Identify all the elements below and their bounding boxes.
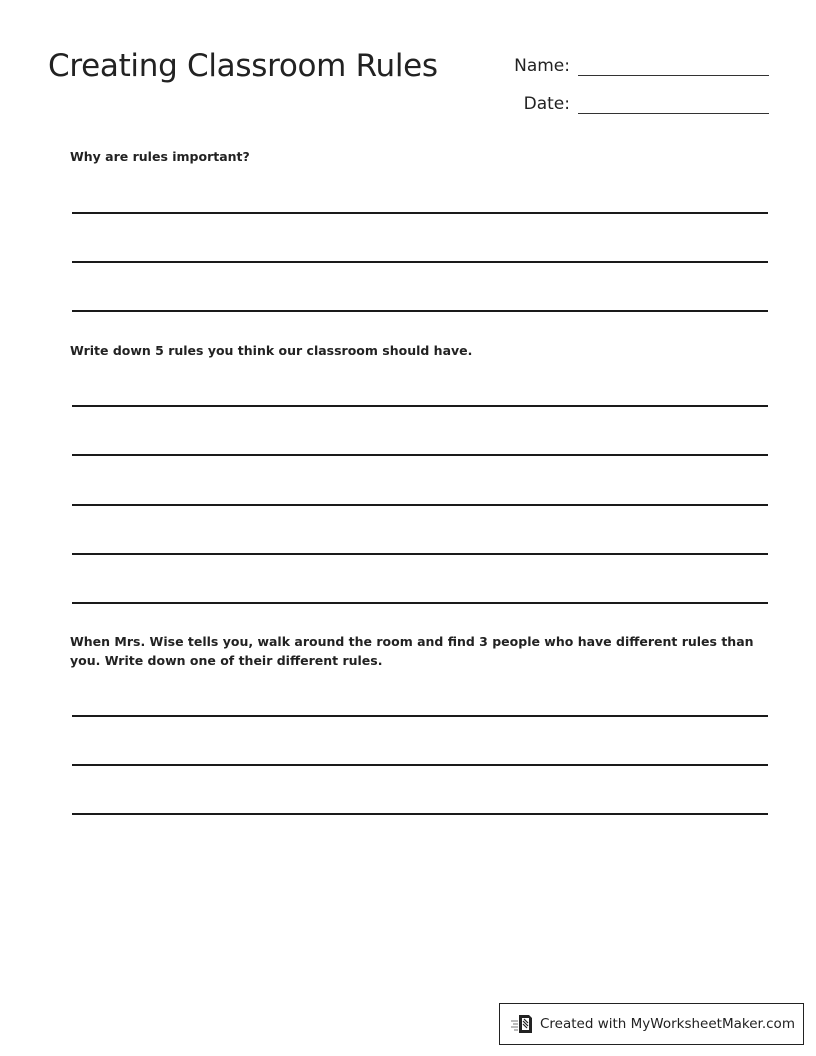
date-input-line[interactable] [578, 113, 769, 114]
answer-line[interactable] [72, 764, 768, 766]
date-label: Date: [523, 94, 570, 114]
name-label: Name: [514, 56, 570, 76]
answer-line[interactable] [72, 715, 768, 717]
answer-line[interactable] [72, 553, 768, 555]
answer-line[interactable] [72, 454, 768, 456]
answer-line[interactable] [72, 405, 768, 407]
answer-line[interactable] [72, 261, 768, 263]
worksheet-logo-icon [510, 1012, 536, 1036]
worksheet-title: Creating Classroom Rules [48, 48, 438, 84]
answer-line[interactable] [72, 602, 768, 604]
answer-line[interactable] [72, 310, 768, 312]
answer-line[interactable] [72, 212, 768, 214]
name-field [500, 56, 769, 76]
question-1: Why are rules important? [70, 149, 250, 164]
answer-line[interactable] [72, 813, 768, 815]
question-3: When Mrs. Wise tells you, walk around the room and find 3 people who have different rules than you. Write down one of their different rules. [70, 634, 754, 668]
answer-line[interactable] [72, 504, 768, 506]
footer-credit-text[interactable]: Created with MyWorksheetMaker.com [540, 1016, 795, 1032]
question-2: Write down 5 rules you think our classroom should have. [70, 343, 473, 358]
date-field [500, 94, 769, 114]
name-input-line[interactable] [578, 75, 769, 76]
footer-credit-badge[interactable] [499, 1003, 804, 1045]
